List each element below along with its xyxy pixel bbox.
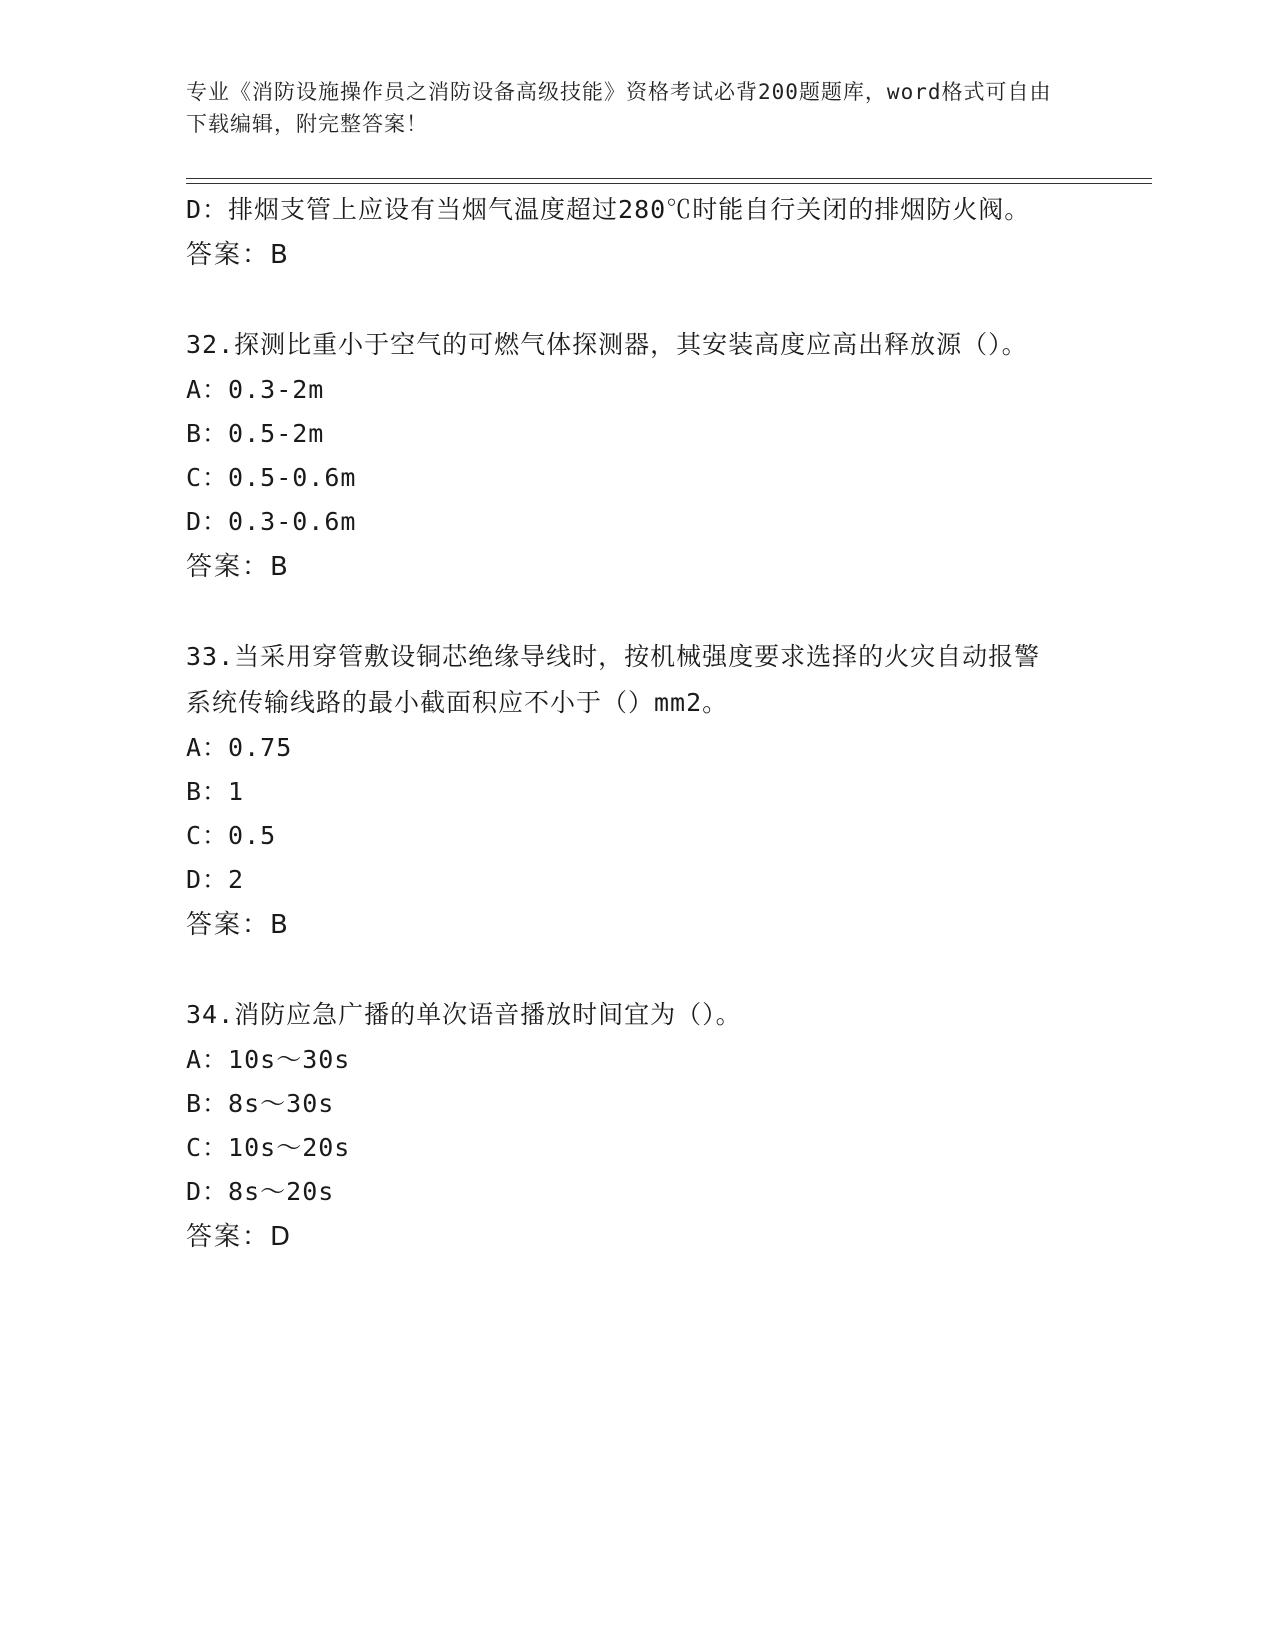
option-d: D：排烟支管上应设有当烟气温度超过280℃时能自行关闭的排烟防火阀。: [186, 195, 1031, 224]
answer-line: 答案：D: [186, 1222, 293, 1252]
option-d: D：2: [186, 865, 245, 894]
header-divider-top: [186, 178, 1152, 179]
previous-question-tail: [186, 188, 1066, 278]
option-b: B：8s～30s: [186, 1089, 335, 1118]
option-a: A：0.75: [186, 733, 293, 762]
option-a: A：0.3-2m: [186, 375, 325, 404]
option-d: D：0.3-0.6m: [186, 507, 357, 536]
question-stem: 32.探测比重小于空气的可燃气体探测器，其安装高度应高出释放源（）。: [186, 330, 1028, 359]
option-d: D：8s～20s: [186, 1177, 335, 1206]
answer-line: 答案：B: [186, 240, 290, 270]
option-c: C：0.5: [186, 821, 277, 850]
document-header: 专业《消防设施操作员之消防设备高级技能》资格考试必背200题题库，word格式可自由下载编辑，附完整答案！: [186, 80, 1052, 136]
answer-line: 答案：B: [186, 910, 290, 940]
spacer: [186, 590, 1066, 634]
question-content: [186, 188, 1066, 1260]
question-33: [186, 634, 1066, 948]
option-b: B：1: [186, 777, 245, 806]
spacer: [186, 278, 1066, 322]
question-stem: 34.消防应急广播的单次语音播放时间宜为（）。: [186, 1000, 742, 1029]
answer-line: 答案：B: [186, 552, 290, 582]
question-34: [186, 992, 1066, 1260]
header-divider-bottom: [186, 183, 1152, 184]
question-32: [186, 322, 1066, 590]
question-stem: 33.当采用穿管敷设铜芯绝缘导线时，按机械强度要求选择的火灾自动报警系统传输线路的最小截面积应不小于（）mm2。: [186, 642, 1041, 717]
option-a: A：10s～30s: [186, 1045, 351, 1074]
option-b: B：0.5-2m: [186, 419, 325, 448]
option-c: C：0.5-0.6m: [186, 463, 357, 492]
option-c: C：10s～20s: [186, 1133, 351, 1162]
spacer: [186, 948, 1066, 992]
